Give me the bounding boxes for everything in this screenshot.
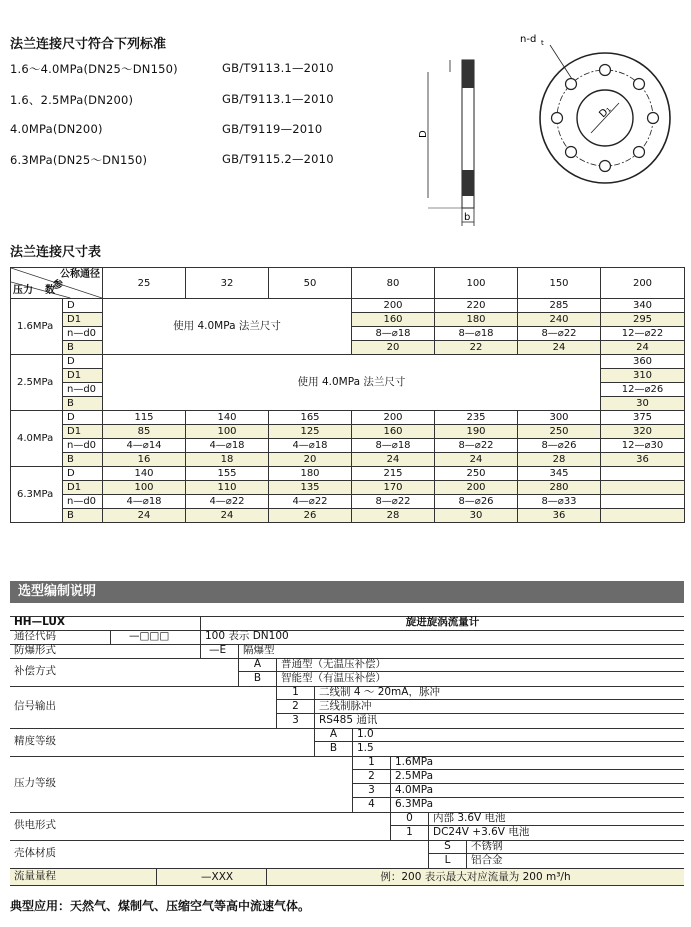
table-cell: 12—⌀30 (601, 439, 685, 453)
param-label: D (63, 411, 103, 425)
table-cell: 36 (601, 453, 685, 467)
table-cell (601, 509, 685, 523)
power-label: 供电形式 (14, 819, 56, 831)
standard-line-2-pressure: 1.6、2.5MPa(DN200) (10, 93, 134, 107)
param-label: D1 (63, 425, 103, 439)
flow-label: 流量量程 (14, 870, 56, 882)
table-cell (601, 495, 685, 509)
table-cell: 4—⌀14 (103, 439, 186, 453)
table-cell: 125 (269, 425, 352, 439)
table-cell: 4—⌀18 (103, 495, 186, 509)
pressure-code-2: 2 (352, 770, 390, 784)
table-cell: 180 (269, 467, 352, 481)
dn-code: —□□□ (110, 630, 200, 644)
flange-table-title: 法兰连接尺寸表 (10, 245, 102, 260)
pressure-label: 4.0MPa (11, 411, 63, 467)
dn-label: 通径代码 (14, 630, 56, 642)
param-label: B (63, 397, 103, 411)
comp-desc-b: 智能型（有温压补偿） (276, 672, 684, 686)
pressure-desc-3: 4.0MPa (390, 784, 684, 798)
param-label: D (63, 467, 103, 481)
material-desc-l: 铝合金 (466, 854, 684, 868)
table-cell: 8—⌀22 (352, 495, 435, 509)
table-cell: 24 (518, 341, 601, 355)
table-cell: 320 (601, 425, 685, 439)
table-cell: 110 (186, 481, 269, 495)
table-cell: 300 (518, 411, 601, 425)
table-cell: 200 (352, 411, 435, 425)
param-label: n—d0 (63, 439, 103, 453)
table-cell: 28 (518, 453, 601, 467)
signal-code-2: 2 (276, 700, 314, 714)
pressure-label: 6.3MPa (11, 467, 63, 523)
label-D: D (418, 130, 429, 138)
ex-code: —E (200, 644, 238, 658)
section-banner: 选型编制说明 (10, 581, 684, 603)
standard-line-3-pressure: 4.0MPa(DN200) (10, 122, 103, 136)
table-cell: 240 (518, 313, 601, 327)
pressure-desc-2: 2.5MPa (390, 770, 684, 784)
flange-drawing (400, 20, 690, 235)
flange-size-table (10, 267, 685, 523)
table-cell: 285 (518, 299, 601, 313)
table-cell: 8—⌀26 (518, 439, 601, 453)
table-cell: 160 (352, 425, 435, 439)
header-param: 参 (53, 280, 63, 291)
param-label: D1 (63, 481, 103, 495)
table-cell: 24 (186, 509, 269, 523)
table-cell: 4—⌀22 (269, 495, 352, 509)
label-n-d: n-d (520, 34, 537, 45)
param-label: D1 (63, 369, 103, 383)
accuracy-desc-b: 1.5 (352, 742, 684, 756)
signal-label: 信号输出 (14, 700, 56, 712)
table-corner-header (11, 268, 103, 299)
material-code-s: S (428, 840, 466, 854)
standard-line-1-pressure: 1.6～4.0MPa(DN25～DN150) (10, 62, 178, 76)
table-cell: 22 (435, 341, 518, 355)
table-cell: 140 (103, 467, 186, 481)
power-desc-1: DC24V +3.6V 电池 (428, 826, 684, 840)
model-head-code: HH—LUX (14, 616, 66, 628)
table-cell: 160 (352, 313, 435, 327)
accuracy-code-a: A (314, 728, 352, 742)
table-cell: 375 (601, 411, 685, 425)
table-cell: 220 (435, 299, 518, 313)
table-cell: 190 (435, 425, 518, 439)
power-code-1: 1 (390, 826, 428, 840)
pressure-label: 2.5MPa (11, 355, 63, 411)
signal-desc-2: 三线制脉冲 (314, 700, 684, 714)
table-cell: 135 (269, 481, 352, 495)
comp-label: 补偿方式 (14, 665, 56, 677)
table-cell: 140 (186, 411, 269, 425)
table-cell: 8—⌀18 (352, 327, 435, 341)
dn-header: 100 (435, 268, 518, 299)
pressure-grade-label: 压力等级 (14, 777, 56, 789)
table-cell: 200 (352, 299, 435, 313)
label-b: b (464, 212, 471, 223)
table-cell: 235 (435, 411, 518, 425)
flow-code: —XXX (156, 869, 266, 885)
pressure-desc-4: 6.3MPa (390, 798, 684, 812)
table-cell: 85 (103, 425, 186, 439)
table-cell: 20 (352, 341, 435, 355)
table-cell: 180 (435, 313, 518, 327)
standard-line-2-code: GB/T9113.1—2010 (222, 92, 334, 106)
pressure-desc-1: 1.6MPa (390, 756, 684, 770)
table-cell: 4—⌀22 (186, 495, 269, 509)
pressure-code-4: 4 (352, 798, 390, 812)
dn-header: 25 (103, 268, 186, 299)
accuracy-desc-a: 1.0 (352, 728, 684, 742)
table-cell: 165 (269, 411, 352, 425)
table-cell: 170 (352, 481, 435, 495)
table-cell: 100 (186, 425, 269, 439)
pressure-code-3: 3 (352, 784, 390, 798)
table-cell: 28 (352, 509, 435, 523)
dn-desc: 100 表示 DN100 (200, 630, 684, 644)
accuracy-code-b: B (314, 742, 352, 756)
comp-row (10, 658, 684, 687)
standard-line-4-code: GB/T9115.2—2010 (222, 152, 334, 166)
application-text: 典型应用：天然气、煤制气、压缩空气等高中流速气体。 (10, 899, 311, 913)
table-cell: 280 (518, 481, 601, 495)
table-cell: 16 (103, 453, 186, 467)
param-label: D1 (63, 313, 103, 327)
header-nominal: 公称通径 (60, 269, 100, 280)
power-row (10, 812, 684, 841)
table-cell: 26 (269, 509, 352, 523)
table-cell: 215 (352, 467, 435, 481)
table-cell: 100 (103, 481, 186, 495)
param-label: n—d0 (63, 495, 103, 509)
param-label: n—d0 (63, 327, 103, 341)
table-cell: 24 (601, 341, 685, 355)
model-header-row (10, 616, 684, 631)
table-cell: 12—⌀26 (601, 383, 685, 397)
use-40-note: 使用 4.0MPa 法兰尺寸 (103, 355, 601, 411)
table-cell (601, 481, 685, 495)
table-cell: 250 (435, 467, 518, 481)
table-cell: 30 (435, 509, 518, 523)
use-40-note: 使用 4.0MPa 法兰尺寸 (103, 299, 352, 355)
table-cell: 360 (601, 355, 685, 369)
standards-title: 法兰连接尺寸符合下列标准 (10, 37, 167, 52)
signal-code-1: 1 (276, 686, 314, 700)
table-cell: 8—⌀22 (435, 439, 518, 453)
table-cell: 295 (601, 313, 685, 327)
standard-line-4-pressure: 6.3MPa(DN25～DN150) (10, 153, 148, 167)
power-desc-0: 内部 3.6V 电池 (428, 812, 684, 826)
ex-desc: 隔爆型 (238, 644, 684, 658)
flow-row (10, 868, 684, 886)
table-cell: 8—⌀18 (352, 439, 435, 453)
comp-code-b: B (238, 672, 276, 686)
table-cell: 8—⌀26 (435, 495, 518, 509)
table-cell: 8—⌀22 (518, 327, 601, 341)
pressure-row (10, 756, 684, 813)
param-label: B (63, 509, 103, 523)
table-cell: 310 (601, 369, 685, 383)
table-cell: 4—⌀18 (186, 439, 269, 453)
table-cell: 250 (518, 425, 601, 439)
param-label: n—d0 (63, 383, 103, 397)
label-D1: D₁ (597, 104, 614, 121)
material-desc-s: 不锈钢 (466, 840, 684, 854)
table-cell: 8—⌀18 (435, 327, 518, 341)
signal-desc-3: RS485 通讯 (314, 714, 684, 728)
table-cell: 24 (103, 509, 186, 523)
pressure-label: 1.6MPa (11, 299, 63, 355)
flow-desc: 例：200 表示最大对应流量为 200 m³/h (266, 869, 684, 885)
standard-line-1-code: GB/T9113.1—2010 (222, 61, 334, 75)
table-cell (601, 467, 685, 481)
label-n-d-sub: t (541, 39, 544, 47)
signal-row (10, 686, 684, 729)
param-label: D (63, 299, 103, 313)
pressure-code-1: 1 (352, 756, 390, 770)
table-cell: 36 (518, 509, 601, 523)
dn-header: 80 (352, 268, 435, 299)
param-label: B (63, 341, 103, 355)
signal-code-3: 3 (276, 714, 314, 728)
material-label: 壳体材质 (14, 847, 56, 859)
dn-header: 150 (518, 268, 601, 299)
ex-row (10, 644, 684, 659)
param-label: B (63, 453, 103, 467)
model-head-name: 旋进旋涡流量计 (200, 616, 684, 630)
table-cell: 24 (435, 453, 518, 467)
dn-header: 50 (269, 268, 352, 299)
standard-line-3-code: GB/T9119—2010 (222, 122, 323, 136)
table-cell: 155 (186, 467, 269, 481)
accuracy-label: 精度等级 (14, 735, 56, 747)
table-cell: 12—⌀22 (601, 327, 685, 341)
table-cell: 24 (352, 453, 435, 467)
comp-code-a: A (238, 658, 276, 672)
table-cell: 4—⌀18 (269, 439, 352, 453)
ex-label: 防爆形式 (14, 644, 56, 656)
dn-header: 32 (186, 268, 269, 299)
header-pressure: 压力 数 (13, 285, 55, 296)
dn-header: 200 (601, 268, 685, 299)
table-cell: 200 (435, 481, 518, 495)
table-cell: 8—⌀33 (518, 495, 601, 509)
accuracy-row (10, 728, 684, 757)
power-code-0: 0 (390, 812, 428, 826)
material-code-l: L (428, 854, 466, 868)
table-cell: 340 (601, 299, 685, 313)
table-cell: 30 (601, 397, 685, 411)
param-label: D (63, 355, 103, 369)
table-cell: 345 (518, 467, 601, 481)
table-cell: 115 (103, 411, 186, 425)
dn-row (10, 630, 684, 645)
signal-desc-1: 二线制 4 ～ 20mA，脉冲 (314, 686, 684, 700)
material-row (10, 840, 684, 869)
comp-desc-a: 普通型（无温压补偿） (276, 658, 684, 672)
table-cell: 18 (186, 453, 269, 467)
table-cell: 20 (269, 453, 352, 467)
